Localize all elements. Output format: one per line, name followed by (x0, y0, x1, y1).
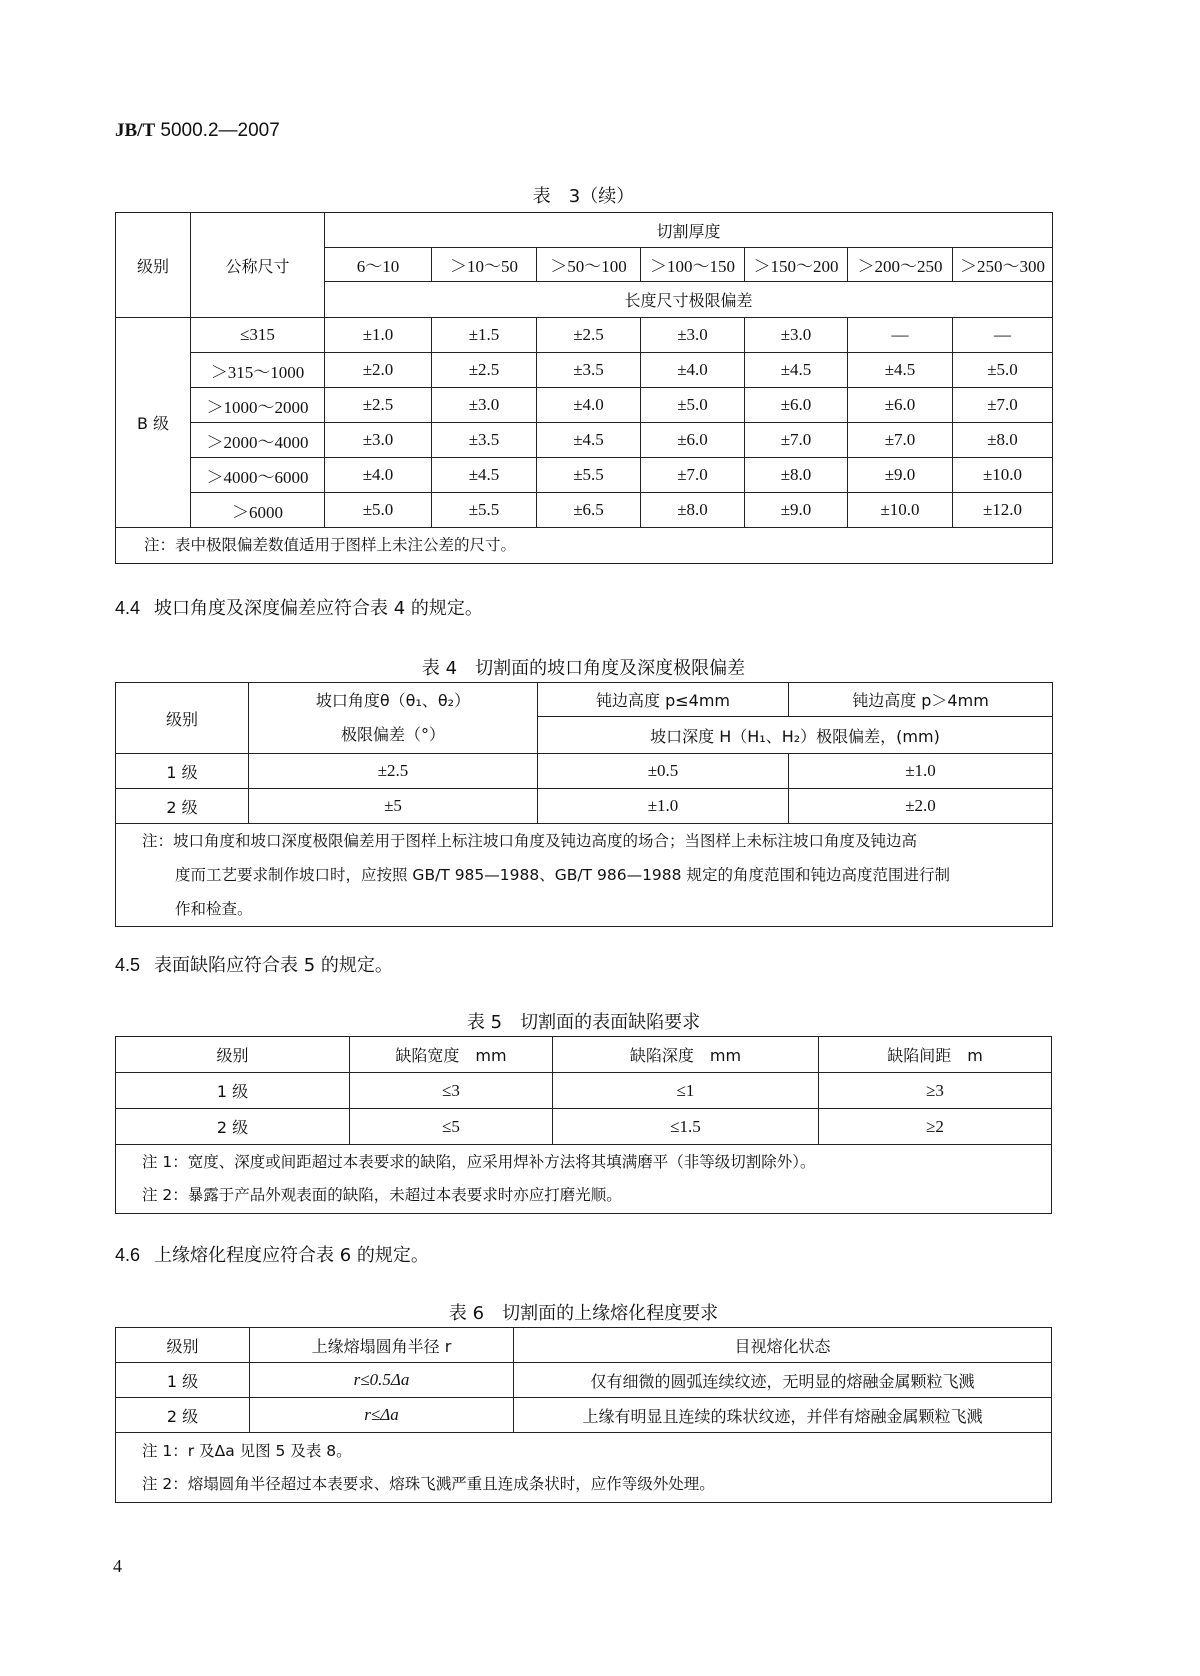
nominal-size-cell: ≤315 (191, 318, 325, 353)
tolerance-cell: ±9.0 (848, 458, 953, 493)
visual-state-cell: 上缘有明显且连续的珠状纹迹，并伴有熔融金属颗粒飞溅 (514, 1398, 1052, 1433)
tolerance-cell: ±7.0 (953, 388, 1053, 423)
table6-notes (116, 1433, 1052, 1503)
table-row (116, 423, 1053, 458)
section-4-5 (115, 951, 393, 977)
table-row (116, 754, 1053, 789)
tolerance-cell: ±5.0 (325, 493, 432, 528)
section-text: 坡口角度及深度偏差应符合表 4 的规定。 (154, 598, 483, 619)
note-1: 注 1：宽度、深度或间距超过本表要求的缺陷，应采用焊补方法将其填满磨平（非等级切割除外）。 (142, 1153, 816, 1171)
table3 (115, 212, 1053, 564)
table-row (116, 789, 1053, 824)
table5-header-row (116, 1037, 1052, 1073)
page-number: 4 (113, 1556, 122, 1576)
section-number: 4.6 (115, 1245, 141, 1265)
tolerance-cell: ±1.0 (325, 318, 432, 353)
table5-notes (116, 1145, 1052, 1214)
section-4-6 (115, 1241, 429, 1267)
table4-header-grade: 级别 (116, 683, 249, 754)
tolerance-cell: ±4.5 (848, 353, 953, 388)
note-2: 注 2：熔塌圆角半径超过本表要求、熔珠飞溅严重且连成条状时，应作等级外处理。 (142, 1474, 715, 1493)
tolerance-cell: ±6.5 (537, 493, 641, 528)
tolerance-cell: ±4.5 (537, 423, 641, 458)
tolerance-cell: ±4.0 (325, 458, 432, 493)
note-line: 度而工艺要求制作坡口时，应按照 GB/T 985—1988、GB/T 986—1988 规定的角度范围和钝边高度范围进行制 (175, 866, 950, 884)
table-row (116, 458, 1053, 493)
grade-cell: 2 级 (116, 1109, 350, 1145)
section-number: 4.4 (115, 598, 141, 618)
table6-header-row (116, 1328, 1052, 1363)
spacing-cell: ≥2 (819, 1109, 1052, 1145)
table5 (115, 1036, 1052, 1214)
tolerance-cell: — (848, 318, 953, 353)
width-cell: ≤3 (350, 1073, 553, 1109)
document-code-number: 5000.2—2007 (160, 120, 280, 141)
table3-header-grade: 级别 (116, 213, 191, 318)
width-cell: ≤5 (350, 1109, 553, 1145)
grade-cell: 2 级 (116, 1398, 250, 1433)
thickness-header: ＞100～150 (641, 248, 745, 282)
grade-cell: B 级 (116, 318, 191, 528)
nominal-size-cell: ＞4000～6000 (191, 458, 325, 493)
section-number: 4.5 (115, 955, 141, 975)
table-row (116, 353, 1053, 388)
tolerance-cell: ±7.0 (745, 423, 848, 458)
grade-cell: 2 级 (116, 789, 249, 824)
tolerance-cell: ±8.0 (953, 423, 1053, 458)
table-row (116, 1109, 1052, 1145)
tolerance-cell: ±10.0 (953, 458, 1053, 493)
table5-title: 表 5 切割面的表面缺陷要求 (466, 1012, 701, 1033)
thickness-header: 6～10 (325, 248, 432, 282)
table3-header-size: 公称尺寸 (191, 213, 325, 318)
document-code (115, 120, 280, 142)
tolerance-cell: ±6.0 (745, 388, 848, 423)
tolerance-cell: ±3.5 (537, 353, 641, 388)
table-row (116, 318, 1053, 353)
grade-cell: 1 级 (116, 754, 249, 789)
table3-subheader: 长度尺寸极限偏差 (325, 282, 1053, 318)
table4-title: 表 4 切割面的坡口角度及深度极限偏差 (421, 658, 746, 679)
table4-header-p-gt4: 钝边高度 p＞4mm (789, 683, 1053, 717)
tolerance-cell: ±2.5 (325, 388, 432, 423)
p-gt4-cell: ±1.0 (789, 754, 1053, 789)
tolerance-cell: ±9.0 (745, 493, 848, 528)
table4-header-angle (249, 683, 538, 754)
header-cell: 缺陷深度 mm (553, 1037, 819, 1073)
header-cell: 缺陷宽度 mm (350, 1037, 553, 1073)
table-row (116, 1073, 1052, 1109)
tolerance-cell: ±1.5 (432, 318, 537, 353)
angle-header-line1: 坡口角度θ（θ₁、θ₂） (315, 691, 471, 710)
grade-cell: 1 级 (116, 1363, 250, 1398)
thickness-header: ＞150～200 (745, 248, 848, 282)
p-le4-cell: ±0.5 (538, 754, 789, 789)
angle-cell: ±2.5 (249, 754, 538, 789)
angle-cell: ±5 (249, 789, 538, 824)
table-row (116, 388, 1053, 423)
tolerance-cell: ±2.5 (537, 318, 641, 353)
nominal-size-cell: ＞1000～2000 (191, 388, 325, 423)
document-code-prefix: JB/T (115, 120, 156, 141)
table4-header-p-le4: 钝边高度 p≤4mm (538, 683, 789, 717)
table4-note (116, 824, 1053, 927)
tolerance-cell: ±4.0 (537, 388, 641, 423)
angle-header-line2: 极限偏差（°） (340, 725, 445, 744)
tolerance-cell: ±3.0 (325, 423, 432, 458)
visual-state-cell: 仅有细微的圆弧连续纹迹，无明显的熔融金属颗粒飞溅 (514, 1363, 1052, 1398)
tolerance-cell: ±8.0 (641, 493, 745, 528)
header-cell: 缺陷间距 m (819, 1037, 1052, 1073)
spacing-cell: ≥3 (819, 1073, 1052, 1109)
table4-subheader-depth: 坡口深度 H（H₁、H₂）极限偏差，(mm) (538, 717, 1053, 754)
header-cell: 目视熔化状态 (514, 1328, 1052, 1363)
radius-cell: r≤0.5Δa (250, 1363, 514, 1398)
note-line: 注：坡口角度和坡口深度极限偏差用于图样上标注坡口角度及钝边高度的场合；当图样上未标注坡口角度及钝边高 (142, 832, 918, 850)
tolerance-cell: ±2.5 (432, 353, 537, 388)
tolerance-cell: ±7.0 (848, 423, 953, 458)
tolerance-cell: ±5.5 (432, 493, 537, 528)
tolerance-cell: ±12.0 (953, 493, 1053, 528)
note-line: 作和检查。 (175, 900, 253, 918)
table6-title: 表 6 切割面的上缘熔化程度要求 (448, 1303, 719, 1324)
table3-header-thickness: 切割厚度 (325, 213, 1053, 248)
p-le4-cell: ±1.0 (538, 789, 789, 824)
section-text: 上缘熔化程度应符合表 6 的规定。 (154, 1245, 429, 1266)
section-4-4 (115, 594, 483, 620)
thickness-header: ＞50～100 (537, 248, 641, 282)
table3-title: 表 3（续） (532, 186, 635, 207)
note-1: 注 1：r 及Δa 见图 5 及表 8。 (142, 1441, 352, 1460)
table-row (116, 1363, 1052, 1398)
tolerance-cell: ±3.5 (432, 423, 537, 458)
table3-note: 注：表中极限偏差数值适用于图样上未注公差的尺寸。 (116, 528, 1053, 564)
table4 (115, 682, 1053, 927)
table-row (116, 493, 1053, 528)
nominal-size-cell: ＞6000 (191, 493, 325, 528)
header-cell: 级别 (116, 1328, 250, 1363)
tolerance-cell: ±5.0 (953, 353, 1053, 388)
thickness-header: ＞200～250 (848, 248, 953, 282)
tolerance-cell: ±7.0 (641, 458, 745, 493)
tolerance-cell: ±6.0 (641, 423, 745, 458)
tolerance-cell: — (953, 318, 1053, 353)
tolerance-cell: ±2.0 (325, 353, 432, 388)
table6 (115, 1327, 1052, 1503)
thickness-header: ＞10～50 (432, 248, 537, 282)
tolerance-cell: ±5.5 (537, 458, 641, 493)
tolerance-cell: ±4.0 (641, 353, 745, 388)
tolerance-cell: ±3.0 (745, 318, 848, 353)
tolerance-cell: ±4.5 (432, 458, 537, 493)
table-row (116, 1398, 1052, 1433)
tolerance-cell: ±6.0 (848, 388, 953, 423)
radius-cell: r≤Δa (250, 1398, 514, 1433)
thickness-header: ＞250～300 (953, 248, 1053, 282)
depth-cell: ≤1.5 (553, 1109, 819, 1145)
tolerance-cell: ±10.0 (848, 493, 953, 528)
header-cell: 上缘熔塌圆角半径 r (250, 1328, 514, 1363)
nominal-size-cell: ＞2000～4000 (191, 423, 325, 458)
nominal-size-cell: ＞315～1000 (191, 353, 325, 388)
header-cell: 级别 (116, 1037, 350, 1073)
depth-cell: ≤1 (553, 1073, 819, 1109)
note-2: 注 2：暴露于产品外观表面的缺陷，未超过本表要求时亦应打磨光顺。 (142, 1186, 622, 1204)
tolerance-cell: ±8.0 (745, 458, 848, 493)
tolerance-cell: ±5.0 (641, 388, 745, 423)
tolerance-cell: ±3.0 (432, 388, 537, 423)
section-text: 表面缺陷应符合表 5 的规定。 (154, 955, 393, 976)
grade-cell: 1 级 (116, 1073, 350, 1109)
p-gt4-cell: ±2.0 (789, 789, 1053, 824)
tolerance-cell: ±4.5 (745, 353, 848, 388)
tolerance-cell: ±3.0 (641, 318, 745, 353)
